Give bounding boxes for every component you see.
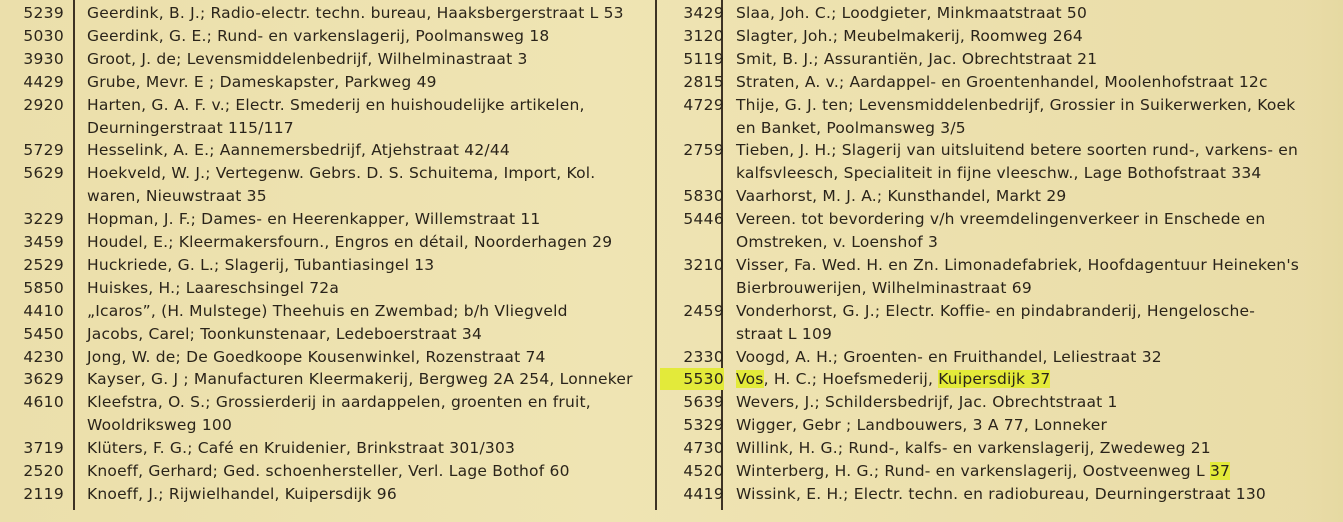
- entry-number: 5850: [23, 278, 64, 297]
- entry-text: Geerdink, B. J.; Radio-electr. techn. bureau, Haaksbergerstraat L 53: [87, 4, 624, 22]
- entry-text: Deurningerstraat 115/117: [87, 118, 294, 137]
- entry-number: 5729: [23, 141, 64, 160]
- entry-number: 5329: [683, 416, 724, 435]
- entry-number: 4230: [23, 347, 64, 366]
- entry-number: 3229: [23, 210, 64, 229]
- entry-number: 5030: [23, 26, 64, 45]
- entry-text: „Icaros”, (H. Mulstege) Theehuis en Zwembad; b/h Vliegveld: [87, 301, 568, 320]
- entry-number: 4729: [683, 95, 724, 114]
- entry-text: Jacobs, Carel; Toonkunstenaar, Ledeboerstraat 34: [87, 324, 483, 343]
- entry-text: Hopman, J. F.; Dames- en Heerenkapper, Willemstraat 11: [87, 210, 541, 229]
- entry-text: Wooldriksweg 100: [87, 416, 233, 435]
- entry-text: Geerdink, G. E.; Rund- en varkenslagerij, Poolmansweg 18: [87, 26, 550, 45]
- entry-number: 5639: [683, 393, 724, 412]
- entry-number: 3930: [23, 49, 64, 68]
- entry-number: 4410: [23, 301, 64, 320]
- entry-text: Wigger, Gebr ; Landbouwers, 3 A 77, Lonneker: [736, 416, 1108, 435]
- entry-number: 4419: [683, 484, 724, 503]
- entry-text: Willink, H. G.; Rund-, kalfs- en varkenslagerij, Zwedeweg 21: [736, 439, 1211, 458]
- entry-number: 2920: [23, 95, 64, 114]
- entry-number: 3629: [23, 370, 64, 389]
- highlighted-text: 37: [1209, 462, 1231, 480]
- entry-number: 3120: [683, 26, 724, 45]
- entry-number: 4429: [23, 72, 64, 91]
- entry-number: 2330: [683, 347, 724, 366]
- entry-number: 5239: [23, 4, 64, 22]
- entry-text: Thije, G. J. ten; Levensmiddelenbedrijf, Grossier in Suikerwerken, Koek: [736, 95, 1296, 114]
- entry-text: Smit, B. J.; Assurantiën, Jac. Obrechtstraat 21: [736, 49, 1098, 68]
- entry-text: Hoekveld, W. J.; Vertegenw. Gebrs. D. S. Schuitema, Import, Kol.: [87, 164, 596, 183]
- entry-number: 2529: [23, 255, 64, 274]
- entry-text: Huckriede, G. L.; Slagerij, Tubantiasingel 13: [87, 255, 435, 274]
- entry-text: Huiskes, H.; Laareschsingel 72a: [87, 278, 340, 297]
- entry-text: Kayser, G. J ; Manufacturen Kleermakerij, Bergweg 2A 254, Lonneker: [87, 370, 633, 389]
- entry-number: 2119: [23, 484, 64, 503]
- entry-text: Wevers, J.; Schildersbedrijf, Jac. Obrechtstraat 1: [736, 393, 1118, 412]
- entry-number: 5629: [23, 164, 64, 183]
- entry-text: Vonderhorst, G. J.; Electr. Koffie- en pindabranderij, Hengelosche-: [736, 301, 1256, 320]
- entry-text: Harten, G. A. F. v.; Electr. Smederij en huishoudelijke artikelen,: [87, 95, 585, 114]
- entry-text: Omstreken, v. Loenshof 3: [736, 233, 939, 251]
- entry-number: 3719: [23, 439, 64, 458]
- entry-text: Knoeff, J.; Rijwielhandel, Kuipersdijk 96: [87, 484, 397, 503]
- highlighted-text: Kuipersdijk 37: [938, 370, 1051, 389]
- entry-number: 5830: [683, 187, 724, 206]
- entry-text: Wissink, E. H.; Electr. techn. en radiobureau, Deurningerstraat 130: [736, 484, 1266, 503]
- entry-text: Tieben, J. H.; Slagerij van uitsluitend betere soorten rund-, varkens- en: [736, 141, 1298, 160]
- entry-text: Straten, A. v.; Aardappel- en Groentenhandel, Moolenhofstraat 12c: [736, 72, 1268, 91]
- entry-text: Groot, J. de; Levensmiddelenbedrijf, Wilhelminastraat 3: [87, 49, 528, 68]
- page-edge-shading: [1303, 0, 1343, 522]
- entry-text: Bierbrouwerijen, Wilhelminastraat 69: [736, 278, 1032, 297]
- entry-text: Voogd, A. H.; Groenten- en Fruithandel, Leliestraat 32: [736, 347, 1162, 366]
- entry-text: Slagter, Joh.; Meubelmakerij, Roomweg 264: [736, 26, 1083, 45]
- entry-number: 5530: [660, 368, 724, 390]
- entry-number: 4610: [23, 393, 64, 412]
- entry-number: 2759: [683, 141, 724, 160]
- entry-text: kalfsvleesch, Specialiteit in fijne vleeschw., Lage Bothofstraat 334: [736, 164, 1262, 183]
- entry-number: 5450: [23, 324, 64, 343]
- entry-number: 2520: [23, 462, 64, 480]
- entry-text: waren, Nieuwstraat 35: [87, 187, 267, 206]
- entry-number: 3210: [683, 255, 724, 274]
- entry-text: Vaarhorst, M. J. A.; Kunsthandel, Markt 29: [736, 187, 1067, 206]
- highlighted-text: Vos: [736, 370, 764, 389]
- entry-text: Houdel, E.; Kleermakersfourn., Engros en détail, Noorderhagen 29: [87, 233, 613, 251]
- entry-number: 5446: [683, 210, 724, 229]
- entry-text: Jong, W. de; De Goedkoope Kousenwinkel, Rozenstraat 74: [87, 347, 546, 366]
- entry-text: Visser, Fa. Wed. H. en Zn. Limonadefabriek, Hoofdagentuur Heineken's: [736, 255, 1300, 274]
- entry-number: 2815: [683, 72, 724, 91]
- entry-text: straat L 109: [736, 324, 833, 343]
- center-column-rule: [655, 0, 657, 510]
- entry-text: Grube, Mevr. E ; Dameskapster, Parkweg 49: [87, 72, 437, 91]
- left-column-rule: [73, 0, 75, 510]
- entry-text: Vos, H. C.; Hoefsmederij, Kuipersdijk 37: [736, 370, 1051, 389]
- entry-text: en Banket, Poolmansweg 3/5: [736, 118, 966, 137]
- entry-text: Knoeff, Gerhard; Ged. schoenhersteller, Verl. Lage Bothof 60: [87, 462, 570, 480]
- entry-number: 2459: [683, 301, 724, 320]
- entry-text: Kleefstra, O. S.; Grossierderij in aardappelen, groenten en fruit,: [87, 393, 591, 412]
- entry-number: 4520: [683, 462, 724, 480]
- entry-text: Vereen. tot bevordering v/h vreemdelingenverkeer in Enschede en: [736, 210, 1266, 229]
- entry-text: Slaa, Joh. C.; Loodgieter, Minkmaatstraat 50: [736, 4, 1088, 22]
- entry-text: Winterberg, H. G.; Rund- en varkenslagerij, Oostveenweg L 37: [736, 462, 1231, 480]
- entry-number: 5119: [683, 49, 724, 68]
- entry-number: 3459: [23, 233, 64, 251]
- entry-number: 3429: [683, 4, 724, 22]
- entry-text: Hesselink, A. E.; Aannemersbedrijf, Atjehstraat 42/44: [87, 141, 510, 160]
- entry-number: 4730: [683, 439, 724, 458]
- entry-text: Klüters, F. G.; Café en Kruidenier, Brinkstraat 301/303: [87, 439, 516, 458]
